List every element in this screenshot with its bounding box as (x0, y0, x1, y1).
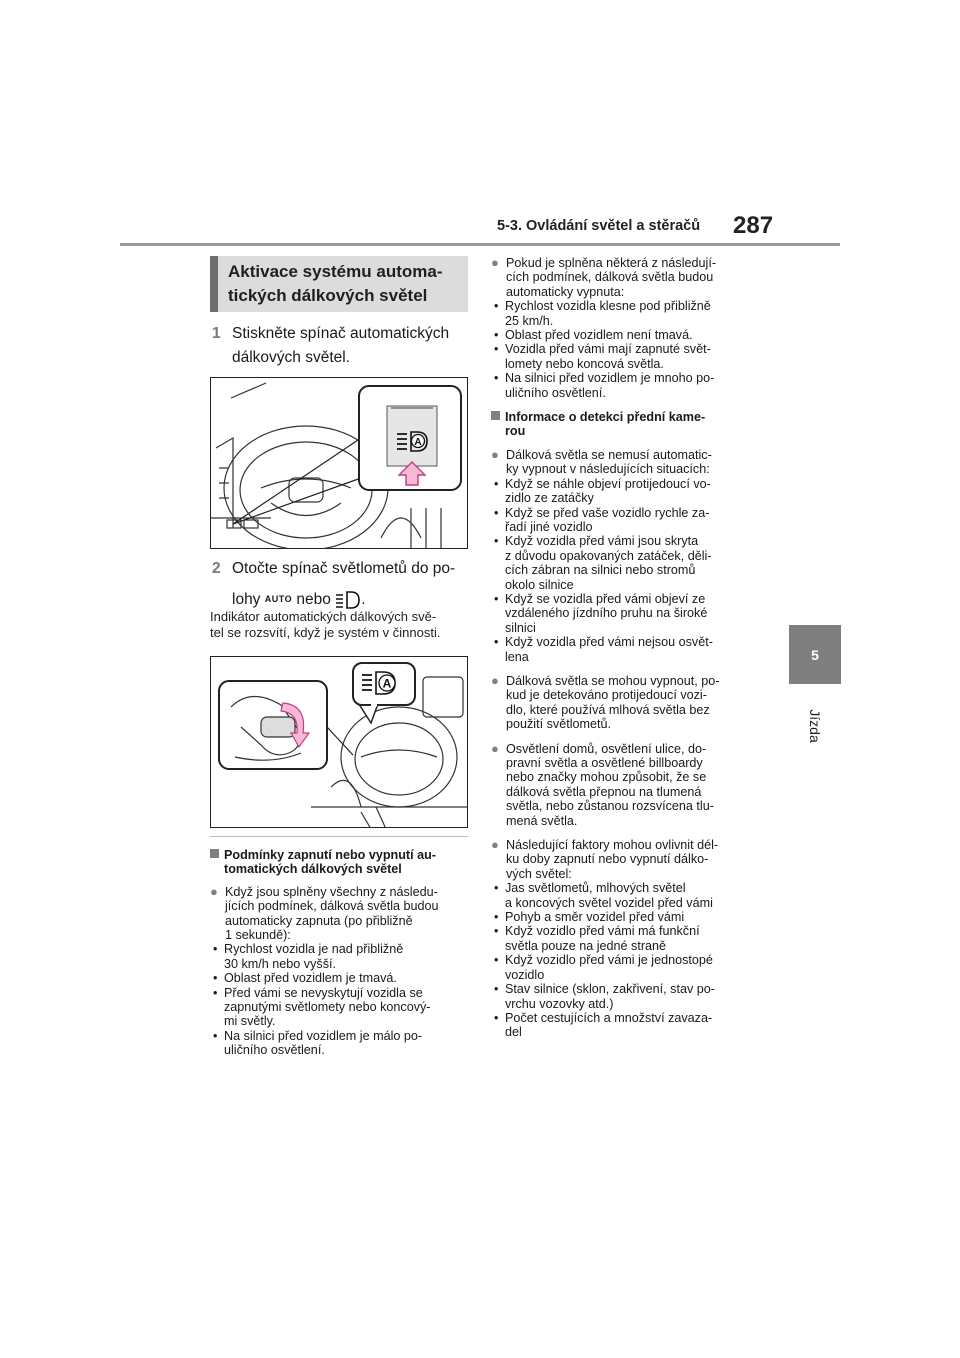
text-line: světla, nebo zůstanou rozsvícena tlu- (506, 799, 714, 814)
caption-line2: tel se rozsvítí, když je systém v činnosti. (210, 625, 441, 640)
step-1-line1: Stiskněte spínač automatických (232, 325, 450, 342)
camera-info-heading (491, 410, 759, 439)
step-2-prefix: lohy (232, 591, 261, 608)
text-line: mená světla. (506, 813, 578, 828)
text-line: zidlo ze zatáčky (505, 491, 594, 506)
text-line: 30 km/h nebo vyšší. (224, 956, 336, 971)
text-line: 1 sekundě): (225, 928, 291, 943)
sub-item: • Vozidla před vámi mají zapnuté svět- lomety nebo koncová světla. (491, 342, 759, 371)
text-line: dálková světla přepnou na tlumená (506, 784, 702, 799)
text-line: Když se před vaše vozidlo rychle za- (505, 505, 710, 520)
caption-line1: Indikátor automatických dálkových svě- (210, 609, 437, 624)
conditions-on-heading (210, 848, 472, 877)
figure-auto-high-beam-switch (210, 377, 468, 549)
divider-rule (210, 836, 468, 837)
step-2-mid: nebo (296, 591, 331, 608)
text-line: pravní světla a osvětlené billboardy (506, 756, 703, 770)
text-line: del (505, 1025, 522, 1040)
sub-item: • Jas světlometů, mlhových světel a koncových světel vozidel před vámi (491, 881, 759, 910)
text-line: Oblast před vozidlem není tmavá. (505, 328, 693, 343)
section-title-line1: Aktivace systému automa- (228, 262, 443, 281)
chapter-tab (789, 625, 841, 684)
text-line: Před vámi se nevyskytují vozidla se (224, 985, 423, 1000)
text-line: automaticky zapnuta (po přibližně (225, 913, 413, 928)
text-line: nebo značky mohou způsobit, že se (506, 770, 707, 785)
conditions-on-block (210, 848, 472, 1058)
step-2-end: . (361, 591, 366, 608)
text-line: Když se náhle objeví protijedoucí vo- (505, 476, 711, 491)
circle-bullet-icon: ● (491, 837, 499, 853)
text-line: lena (505, 649, 529, 664)
step-2-line1: Otočte spínač světlometů do po- (232, 560, 456, 577)
text-line: ku doby zapnutí nebo vypnutí dálko- (506, 852, 709, 867)
step-1-line2: dálkových světel. (232, 349, 351, 366)
circle-bullet-icon: ● (210, 883, 218, 899)
sub-item: • Když vozidla před vámi jsou skryta z důvodu opakovaných zatáček, děli- cích zábran na silnici nebo stromů okolo silnice (491, 534, 759, 592)
sub-item: • Když se náhle objeví protijedoucí vo- zidlo ze zatáčky (491, 477, 759, 506)
page-number: 287 (733, 212, 774, 239)
sub-item: • Počet cestujících a množství zavaza- del (491, 1011, 759, 1040)
text-line: Pohyb a směr vozidel před vámi (505, 910, 685, 925)
circle-bullet-icon: ● (491, 446, 499, 462)
sub-item: • Když vozidla před vámi nejsou osvět- lena (491, 635, 759, 664)
text-line: Na silnici před vozidlem je málo po- (224, 1028, 423, 1043)
text-line: Následující faktory mohou ovlivnit dél- (506, 838, 719, 853)
sub-item: • Když vozidlo před vámi je jednostopé vozidlo (491, 953, 759, 982)
text-line: Rychlost vozidla je nad přibližně (224, 942, 404, 957)
sub-item: • Rychlost vozidla je nad přibližně 30 km/h nebo vyšší. (210, 942, 472, 971)
text-line: vých světel: (506, 866, 572, 881)
figure-1-badge-letter: A (414, 437, 422, 448)
chapter-label: Jízda (807, 709, 823, 743)
text-line: z důvodu opakovaných zatáček, děli- (505, 548, 712, 563)
header-rule (120, 243, 840, 246)
indicator-caption (210, 609, 472, 641)
conditions-on-heading-line2: tomatických dálkových světel (224, 862, 402, 877)
figure-headlight-switch-auto (210, 656, 468, 828)
sub-item: • Když vozidlo před vámi má funkční světla pouze na jedné straně (491, 924, 759, 953)
text-line: automaticky vypnuta: (506, 284, 625, 299)
camera-info-heading-line1: Informace o detekci přední kame- (505, 410, 706, 425)
text-line: uličního osvětlení. (505, 385, 606, 400)
text-line: silnici (505, 620, 536, 635)
sub-item: • Oblast před vozidlem není tmavá. (491, 328, 759, 342)
text-line: lomety nebo koncová světla. (505, 356, 664, 371)
text-line: Počet cestujících a množství zavaza- (505, 1010, 713, 1025)
sub-item: • Na silnici před vozidlem je málo po- uličního osvětlení. (210, 1029, 472, 1058)
section-title-line2: tických dálkových světel (228, 286, 428, 305)
sub-item: • Rychlost vozidla klesne pod přibližně 25 km/h. (491, 299, 759, 328)
text-line: 25 km/h. (505, 313, 554, 328)
text-line: Stav silnice (sklon, zakřivení, stav po- (505, 982, 715, 997)
circle-bullet-icon: ● (491, 255, 499, 270)
text-line: vrchu vozovky atd.) (505, 996, 614, 1011)
sub-item: • Pohyb a směr vozidel před vámi (491, 910, 759, 924)
circle-bullet-icon: ● (491, 740, 499, 756)
right-column (491, 256, 759, 1040)
conditions-off-bullet (491, 256, 759, 299)
text-line: Pokud je splněna některá z následují- (506, 256, 717, 270)
text-line: vzdáleného jízdního pruhu na široké (505, 606, 708, 621)
circle-bullet-icon: ● (491, 672, 499, 688)
text-line: světla pouze na jedné straně (505, 938, 667, 953)
text-line: Rychlost vozidla klesne pod přibližně (505, 299, 711, 314)
sub-item: • Když se vozidla před vámi objeví ze vzdáleného jízdního pruhu na široké silnici (491, 592, 759, 635)
text-line: Jas světlometů, mlhových světel (505, 881, 686, 896)
text-line: a koncových světel vozidel před vámi (505, 895, 713, 910)
text-line: zapnutými světlomety nebo koncový- (224, 1000, 431, 1015)
text-line: dlo, které používá mlhová světla bez (506, 702, 710, 717)
conditions-on-heading-line1: Podmínky zapnutí nebo vypnutí au- (224, 848, 437, 862)
chapter-number: 5 (811, 646, 819, 663)
text-line: Když vozidla před vámi nejsou osvět- (505, 635, 713, 650)
camera-info-heading-line2: rou (505, 424, 526, 439)
headlight-symbol-icon (335, 590, 361, 610)
text-line: Když vozidlo před vámi je jednostopé (505, 953, 713, 968)
timing-factors-bullet (491, 838, 759, 881)
square-bullet-icon (491, 411, 500, 420)
sub-item: • Před vámi se nevyskytují vozidla se zapnutými světlomety nebo koncový- mi světly. (210, 986, 472, 1029)
text-line: okolo silnice (505, 577, 574, 592)
step-2-number: 2 (212, 560, 221, 577)
text-line: řadí jiné vozidlo (505, 519, 593, 534)
text-line: použití světlometů. (506, 717, 611, 732)
may-not-turn-off-bullet (491, 448, 759, 477)
text-line: kud je detekováno protijedoucí vozi- (506, 688, 707, 703)
conditions-on-bullet (210, 885, 472, 943)
text-line: mi světly. (224, 1014, 276, 1029)
street-lighting-bullet (491, 742, 759, 828)
text-line: Oblast před vozidlem je tmavá. (224, 971, 397, 986)
step-1-number: 1 (212, 325, 221, 342)
text-line: Na silnici před vozidlem je mnoho po- (505, 371, 715, 386)
sub-item: • Oblast před vozidlem je tmavá. (210, 971, 472, 985)
section-title-box (210, 256, 468, 312)
sub-item: • Když se před vaše vozidlo rychle za- řadí jiné vozidlo (491, 506, 759, 535)
text-line: vozidlo (505, 967, 545, 982)
auto-position-symbol: AUTO (264, 594, 293, 604)
step-2 (212, 557, 474, 612)
square-bullet-icon (210, 849, 219, 858)
headlight-switch-illustration (211, 657, 468, 828)
text-line: cích podmínek, dálková světla budou (506, 270, 714, 285)
text-line: Když vozidlo před vámi má funkční (505, 924, 700, 939)
running-header-title: 5-3. Ovládání světel a stěračů (497, 218, 701, 234)
text-line: Dálková světla se nemusí automatic- (506, 447, 712, 462)
text-line: Osvětlení domů, osvětlení ulice, do- (506, 741, 707, 756)
text-line: Když se vozidla před vámi objeví ze (505, 591, 706, 606)
step-1 (212, 322, 474, 370)
text-line: Vozidla před vámi mají zapnuté svět- (505, 342, 711, 357)
fog-light-bullet (491, 674, 759, 732)
text-line: Dálková světla se mohou vypnout, po- (506, 673, 720, 688)
figure-2-badge-letter: A (382, 676, 392, 691)
sub-item: • Stav silnice (sklon, zakřivení, stav po- vrchu vozovky atd.) (491, 982, 759, 1011)
text-line: jících podmínek, dálková světla budou (225, 899, 439, 914)
text-line: ky vypnout v následujících situacích: (506, 462, 710, 477)
sub-item: • Na silnici před vozidlem je mnoho po- uličního osvětlení. (491, 371, 759, 400)
text-line: Když vozidla před vámi jsou skryta (505, 534, 699, 549)
text-line: uličního osvětlení. (224, 1043, 325, 1058)
text-line: Když jsou splněny všechny z následu- (225, 884, 438, 899)
steering-wheel-illustration (211, 378, 468, 549)
text-line: cích zábran na silnici nebo stromů (505, 563, 696, 578)
